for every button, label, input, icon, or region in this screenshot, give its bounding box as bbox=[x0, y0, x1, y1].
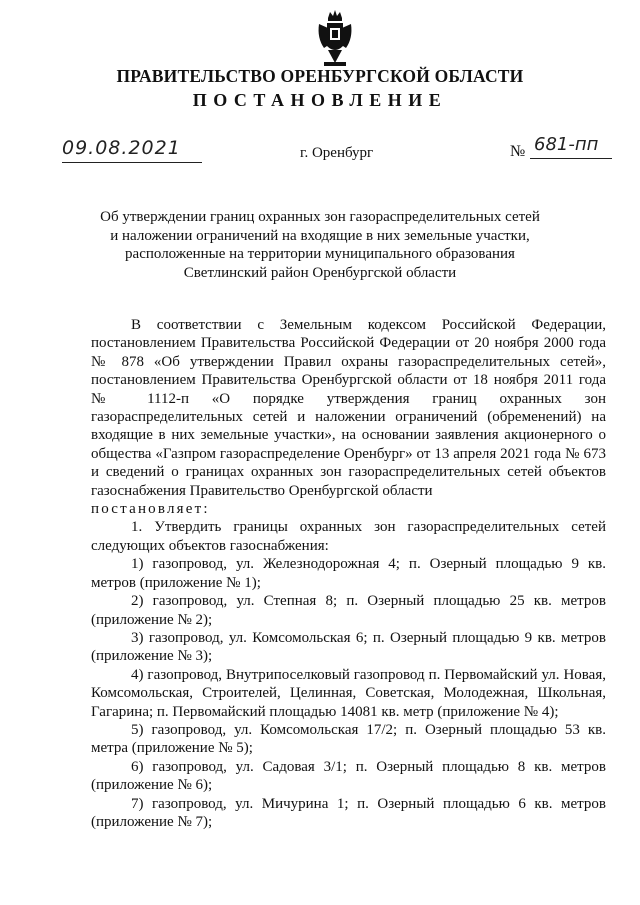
document-type: ПОСТАНОВЛЕНИЕ bbox=[192, 90, 448, 110]
subject-line: и наложении ограничений на входящие в них земельные участки, bbox=[110, 227, 530, 244]
preamble-paragraph: В соответствии с Земельным кодексом Российской Федерации, постановлением Правительства Российской Федерации от 20 ноября 2000 года № 878 «Об утверждении Правил охраны газораспределительных сетей», постановлением Правительства Оренбургской области от 18 ноября 2011 года № 1112-п «О порядке утверждения границ охранных зон газораспределительных сетей и наложении ограничений (обременений) на входящие в них земельные участки», на основании заявления акционерного о общества «Газпром газораспределение Оренбург» от 13 апреля 2021 года № 673 и сведений о границах охранных зон газораспределительных сетей объектов газоснабжения Правительство Оренбургской области bbox=[91, 317, 606, 499]
list-item: 1) газопровод, ул. Железнодорожная 4; п. Озерный площадью 9 кв. метров (приложение № 1); bbox=[91, 556, 606, 591]
number-label: № bbox=[510, 143, 526, 160]
decree-number: 681-пп bbox=[530, 134, 612, 159]
list-item: 1. Утвердить границы охранных зон газораспределительных сетей следующих объектов газоснабжения: bbox=[91, 519, 606, 554]
list-item: 4) газопровод, Внутрипоселковый газопровод п. Первомайский ул. Новая, Комсомольская, Строителей, Целинная, Советская, Молодежная, Школьная, Гагарина; п. Первомайский площадью 14081 кв. метр (приложение № 4); bbox=[91, 666, 606, 720]
list-item: 7) газопровод, ул. Мичурина 1; п. Озерный площадью 6 кв. метров (приложение № 7); bbox=[91, 795, 606, 830]
decree-city: г. Оренбург bbox=[300, 145, 374, 161]
subject-line: Об утверждении границ охранных зон газораспределительных сетей bbox=[100, 209, 540, 225]
list-item: 5) газопровод, ул. Комсомольская 17/2; п. Озерный площадью 53 кв. метра (приложение № 5); bbox=[91, 721, 606, 757]
resolves-phrase: постановляет: bbox=[91, 501, 210, 518]
decree-body bbox=[91, 316, 606, 831]
government-title: ПРАВИТЕЛЬСТВО ОРЕНБУРГСКОЙ ОБЛАСТИ bbox=[116, 66, 524, 86]
list-item: 6) газопровод, ул. Садовая 3/1; п. Озерный площадью 8 кв. метров (приложение № 6); bbox=[91, 758, 606, 794]
coat-of-arms-icon bbox=[316, 8, 354, 68]
list-item: 2) газопровод, ул. Степная 8; п. Озерный площадью 25 кв. метров (приложение № 2); bbox=[91, 593, 606, 628]
subject-line: расположенные на территории муниципального образования bbox=[125, 246, 515, 262]
decree-date: 09.08.2021 bbox=[62, 136, 202, 163]
subject-line: Светлинский район Оренбургской области bbox=[183, 264, 457, 281]
decree-subject bbox=[80, 208, 560, 282]
list-item: 3) газопровод, ул. Комсомольская 6; п. Озерный площадью 9 кв. метров (приложение № 3); bbox=[91, 629, 606, 665]
